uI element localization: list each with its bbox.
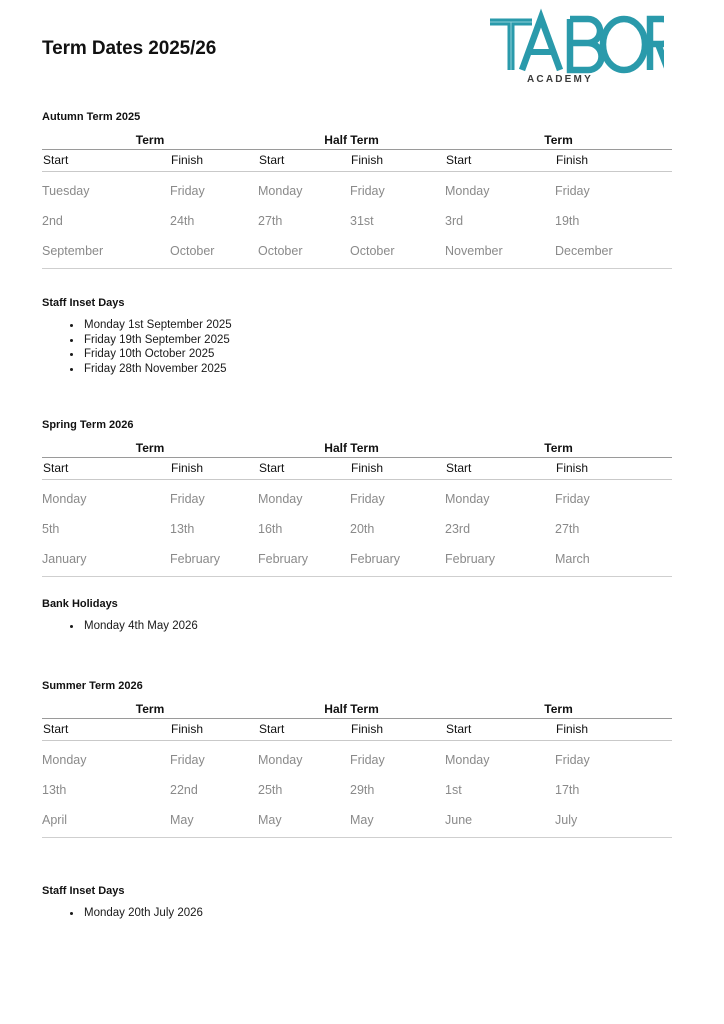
table-row — [42, 206, 672, 236]
cell-month: May — [170, 805, 258, 838]
table-row — [42, 236, 672, 269]
group-label-half-term: Half Term — [324, 441, 379, 456]
table-row — [42, 775, 672, 805]
column-header-label: Start — [446, 461, 472, 476]
table-group-header-row — [42, 702, 672, 719]
cell-date: 20th — [350, 522, 375, 537]
column-header-finish-3 — [555, 718, 672, 740]
group-label-term-2: Term — [544, 701, 573, 716]
column-header-label: Start — [43, 461, 69, 476]
column-header-start-3 — [445, 718, 555, 740]
column-header-label: Start — [259, 461, 285, 476]
cell-day: Friday — [555, 752, 590, 767]
tabor-academy-logo — [484, 8, 664, 86]
column-header-finish-1 — [170, 150, 258, 172]
table-row — [42, 172, 672, 207]
cell-date: 29th — [350, 782, 375, 797]
table-column-header-row — [42, 150, 672, 172]
cell-day: Monday — [445, 492, 490, 507]
cell-month: February — [258, 544, 350, 577]
list-item: • Friday 28th November 2025 — [82, 362, 682, 377]
list-heading-staff-inset-days-autumn: Staff Inset Days — [42, 297, 125, 309]
column-header-label: Finish — [351, 461, 384, 476]
cell-month: February — [170, 544, 258, 577]
cell-date: 27th — [555, 522, 580, 537]
list-item: • Monday 4th May 2026 — [82, 619, 682, 634]
list-item: • Monday 1st September 2025 — [82, 318, 682, 333]
cell-month: January — [42, 544, 170, 577]
cell-day: Monday — [258, 184, 303, 198]
column-header-start-1 — [42, 458, 170, 480]
cell-month: May — [350, 805, 445, 838]
column-header-start-2 — [258, 718, 350, 740]
column-header-label: Finish — [171, 461, 204, 476]
column-header-start-3 — [445, 150, 555, 172]
group-label-half-term: Half Term — [324, 133, 379, 147]
table-column-header-row — [42, 458, 672, 480]
group-label-term-2: Term — [544, 133, 573, 147]
cell-month: May — [258, 805, 350, 838]
section-heading-summer: Summer Term 2026 — [42, 679, 143, 692]
table-row — [42, 544, 672, 577]
term-table-spring — [42, 441, 672, 577]
group-label-term-1: Term — [135, 701, 165, 716]
column-header-label: Finish — [171, 153, 204, 167]
cell-day: Friday — [350, 184, 385, 198]
logo-subtitle: ACADEMY — [527, 74, 593, 85]
section-autumn — [42, 110, 682, 376]
list-heading-staff-inset-days-summer: Staff Inset Days — [42, 884, 125, 897]
cell-month: February — [445, 544, 555, 577]
column-header-label: Start — [446, 721, 472, 736]
staff-inset-days-list-autumn — [42, 318, 682, 376]
column-header-label: Start — [446, 153, 472, 167]
page-title: Term Dates 2025/26 — [42, 38, 217, 59]
column-header-label: Finish — [351, 153, 384, 167]
cell-day: Monday — [445, 752, 490, 767]
table-row — [42, 480, 672, 515]
table-column-header-row — [42, 718, 672, 740]
cell-date: 25th — [258, 782, 283, 797]
cell-date: 3rd — [445, 214, 464, 228]
cell-month: October — [170, 236, 258, 269]
list-heading-bank-holidays: Bank Holidays — [42, 598, 118, 611]
cell-day: Monday — [42, 492, 87, 507]
column-header-label: Start — [259, 153, 285, 167]
term-table-summer — [42, 702, 672, 838]
column-header-finish-3 — [555, 150, 672, 172]
column-header-start-3 — [445, 458, 555, 480]
column-header-label: Finish — [556, 721, 589, 736]
column-header-finish-1 — [170, 458, 258, 480]
cell-day: Friday — [555, 184, 590, 198]
column-header-finish-2 — [350, 718, 445, 740]
column-header-start-2 — [258, 458, 350, 480]
section-spring — [42, 418, 682, 634]
list-item: • Monday 20th July 2026 — [82, 906, 682, 921]
column-header-label: Finish — [556, 461, 589, 476]
staff-inset-days-list-summer — [42, 906, 682, 921]
cell-day: Friday — [170, 184, 205, 198]
table-row — [42, 805, 672, 838]
cell-date: 22nd — [170, 782, 198, 797]
cell-date: 5th — [42, 522, 60, 537]
group-label-term-2: Term — [544, 441, 573, 456]
group-label-half-term: Half Term — [324, 701, 379, 716]
cell-day: Friday — [350, 752, 385, 767]
section-heading-spring: Spring Term 2026 — [42, 419, 134, 432]
column-header-finish-2 — [350, 458, 445, 480]
cell-month: March — [555, 544, 672, 577]
cell-day: Friday — [555, 492, 590, 507]
column-header-start-1 — [42, 718, 170, 740]
cell-day: Friday — [350, 492, 385, 507]
cell-date: 19th — [555, 214, 580, 228]
term-table-autumn — [42, 133, 672, 269]
cell-day: Friday — [170, 492, 205, 507]
column-header-label: Start — [259, 721, 285, 736]
column-header-finish-1 — [170, 718, 258, 740]
list-item: • Friday 19th September 2025 — [82, 333, 682, 348]
cell-month: October — [350, 236, 445, 269]
column-header-label: Finish — [556, 153, 589, 167]
column-header-start-2 — [258, 150, 350, 172]
table-row — [42, 514, 672, 544]
list-item: • Friday 10th October 2025 — [82, 347, 682, 362]
column-header-label: Start — [43, 153, 69, 167]
cell-date: 17th — [555, 782, 580, 797]
cell-month: December — [555, 236, 672, 269]
table-row — [42, 740, 672, 775]
column-header-label: Start — [43, 721, 69, 736]
table-group-header-row — [42, 133, 672, 150]
cell-month: September — [42, 236, 170, 269]
cell-date: 16th — [258, 522, 283, 537]
section-heading-autumn: Autumn Term 2025 — [42, 111, 141, 123]
cell-month: July — [555, 805, 672, 838]
cell-month: October — [258, 236, 350, 269]
cell-month: February — [350, 544, 445, 577]
column-header-label: Finish — [171, 721, 204, 736]
cell-date: 1st — [445, 782, 462, 797]
cell-date: 2nd — [42, 214, 63, 228]
cell-date: 23rd — [445, 522, 471, 537]
group-label-term-1: Term — [135, 133, 165, 147]
column-header-finish-2 — [350, 150, 445, 172]
cell-month: June — [445, 805, 555, 838]
bank-holidays-list — [42, 619, 682, 634]
cell-date: 31st — [350, 214, 374, 228]
column-header-start-1 — [42, 150, 170, 172]
logo-wordmark-tabor — [490, 18, 664, 70]
cell-day: Friday — [170, 752, 205, 767]
cell-date: 13th — [42, 782, 67, 797]
cell-day: Monday — [445, 184, 490, 198]
cell-month: April — [42, 805, 170, 838]
column-header-label: Finish — [351, 721, 384, 736]
cell-day: Monday — [258, 492, 303, 507]
cell-day: Tuesday — [42, 184, 90, 198]
document-header — [42, 0, 682, 96]
cell-date: 24th — [170, 214, 195, 228]
column-header-finish-3 — [555, 458, 672, 480]
section-summer — [42, 679, 682, 921]
cell-day: Monday — [258, 752, 303, 767]
cell-month: November — [445, 236, 555, 269]
cell-date: 13th — [170, 522, 195, 537]
group-label-term-1: Term — [135, 441, 165, 456]
cell-date: 27th — [258, 214, 283, 228]
table-group-header-row — [42, 441, 672, 458]
cell-day: Monday — [42, 752, 87, 767]
